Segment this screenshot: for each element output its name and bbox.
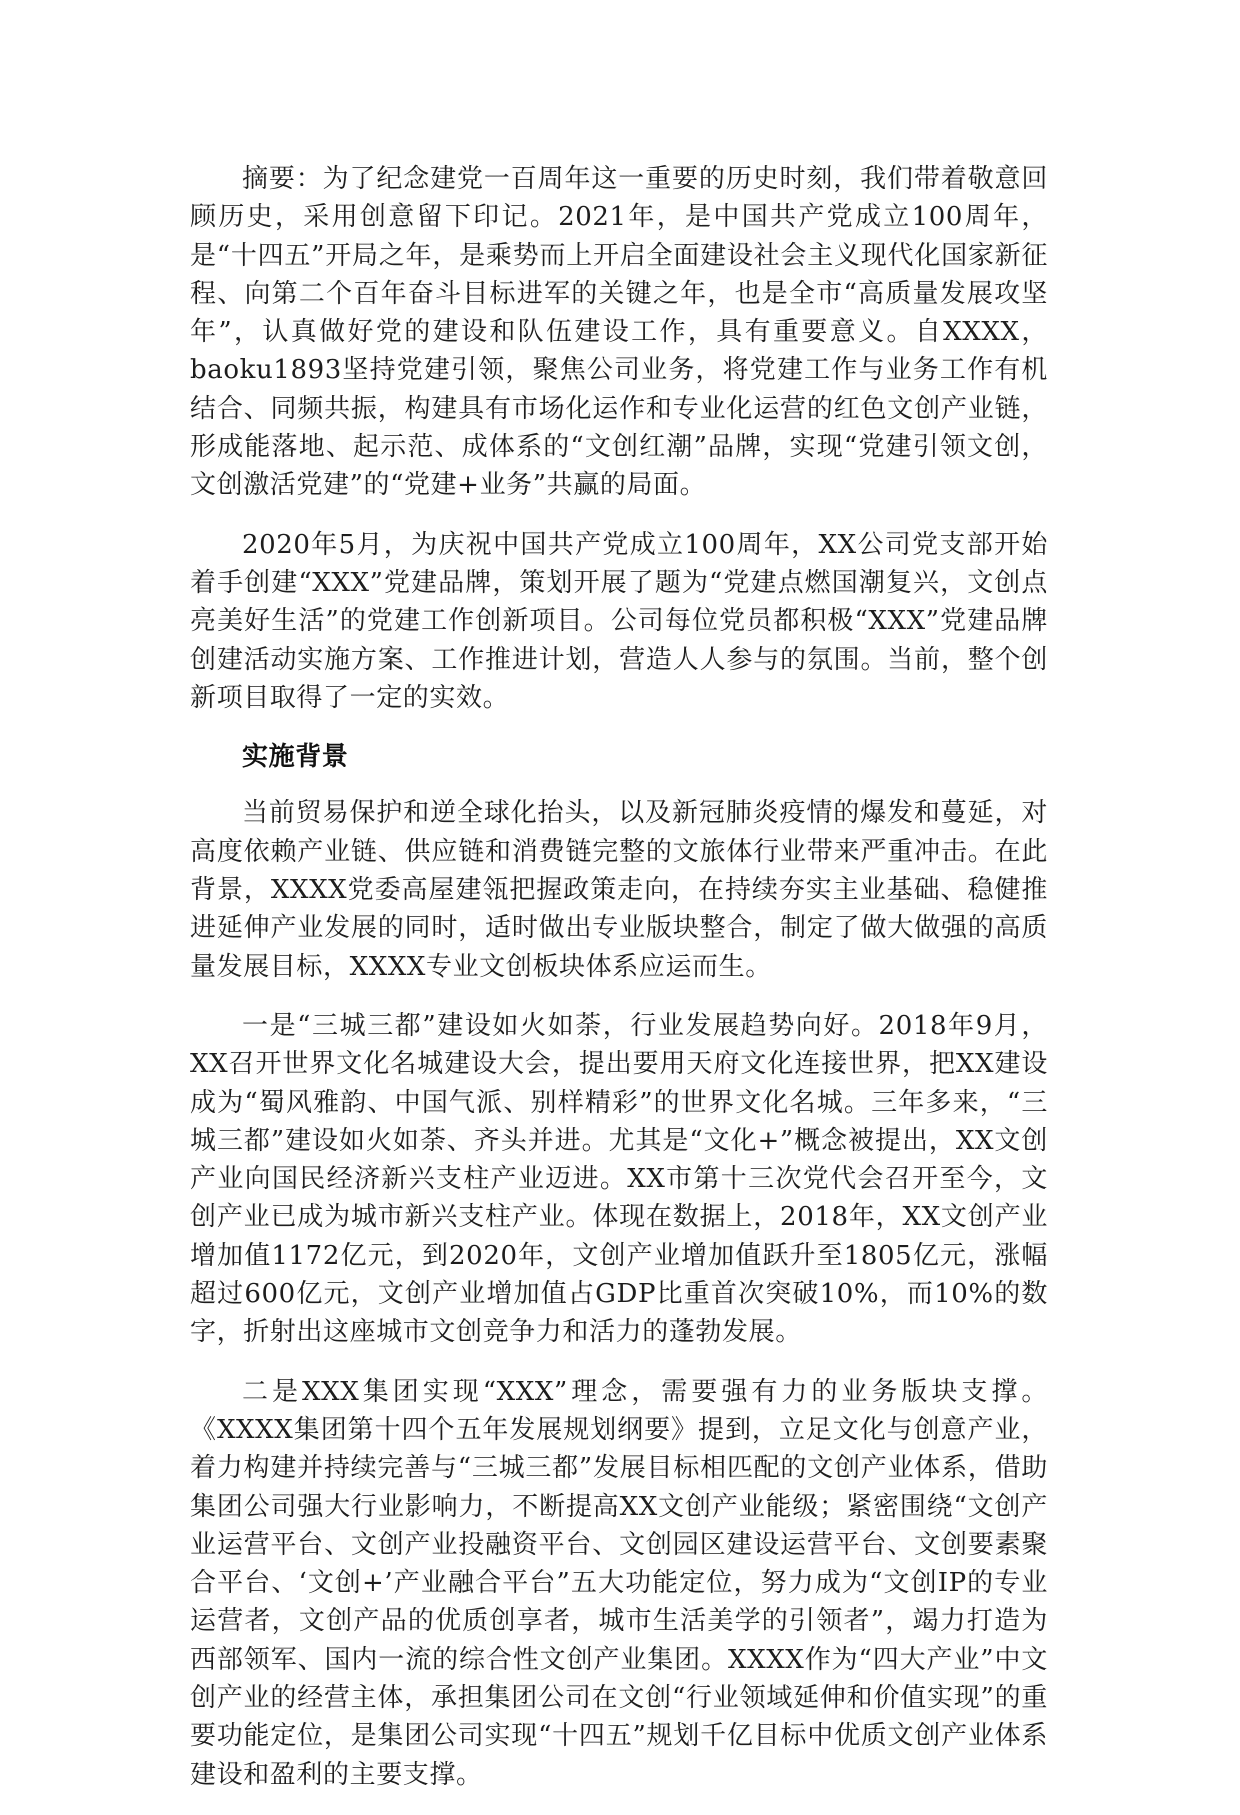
- section-heading-background: 实施背景: [242, 742, 349, 773]
- point-one-paragraph: 一是“三城三都”建设如火如荼，行业发展趋势向好。2018年9月，XX召开世界文化名城建设大会，提出要用天府文化连接世界，把XX建设成为“蜀风雅韵、中国气派、别样精彩”的世界文化名城。三年多来，“三城三都”建设如火如荼、齐头并进。尤其是“文化+”概念被提出，XX文创产业向国民经济新兴支柱产业迈进。XX市第十三次党代会召开至今，文创产业已成为城市新兴支柱产业。体现在数据上，2018年，XX文创产业增加值1172亿元，到2020年，文创产业增加值跃升至1805亿元，涨幅超过600亿元，文创产业增加值占GDP比重首次突破10%，而10%的数字，折射出这座城市文创竞争力和活力的蓬勃发展。: [190, 1010, 1048, 1348]
- document-body: [190, 160, 1048, 1815]
- abstract-paragraph: 摘要：为了纪念建党一百周年这一重要的历史时刻，我们带着敬意回顾历史，采用创意留下印记。2021年，是中国共产党成立100周年，是“十四五”开局之年，是乘势而上开启全面建设社会主义现代化国家新征程、向第二个百年奋斗目标进军的关键之年，也是全市“高质量发展攻坚年”，认真做好党的建设和队伍建设工作，具有重要意义。自XXXX，baoku1893坚持党建引领，聚焦公司业务，将党建工作与业务工作有机结合、同频共振，构建具有市场化运作和专业化运营的红色文创产业链，形成能落地、起示范、成体系的“文创红潮”品牌，实现“党建引领文创，文创激活党建”的“党建+业务”共赢的局面。: [190, 164, 1048, 501]
- intro-paragraph: 2020年5月，为庆祝中国共产党成立100周年，XX公司党支部开始着手创建“XXX”党建品牌，策划开展了题为“党建点燃国潮复兴，文创点亮美好生活”的党建工作创新项目。公司每位党员都积极“XXX”党建品牌创建活动实施方案、工作推进计划，营造人人参与的氛围。当前，整个创新项目取得了一定的实效。: [190, 529, 1048, 713]
- point-two-paragraph: 二是XXX集团实现“XXX”理念，需要强有力的业务版块支撑。《XXXX集团第十四个五年发展规划纲要》提到，立足文化与创意产业，着力构建并持续完善与“三城三都”发展目标相匹配的文创产业体系，借助集团公司强大行业影响力，不断提高XX文创产业能级；紧密围绕“文创产业运营平台、文创产业投融资平台、文创园区建设运营平台、文创要素聚合平台、‘文创+’产业融合平台”五大功能定位，努力成为“文创IP的专业运营者，文创产品的优质创享者，城市生活美学的引领者”，竭力打造为西部领军、国内一流的综合性文创产业集团。XXXX作为“四大产业”中文创产业的经营主体，承担集团公司在文创“行业领域延伸和价值实现”的重要功能定位，是集团公司实现“十四五”规划千亿目标中优质文创产业体系建设和盈利的主要支撑。: [190, 1376, 1048, 1790]
- background-paragraph: 当前贸易保护和逆全球化抬头，以及新冠肺炎疫情的爆发和蔓延，对高度依赖产业链、供应链和消费链完整的文旅体行业带来严重冲击。在此背景，XXXX党委高屋建瓴把握政策走向，在持续夯实主业基础、稳健推进延伸产业发展的同时，适时做出专业版块整合，制定了做大做强的高质量发展目标，XXXX专业文创板块体系应运而生。: [190, 798, 1048, 982]
